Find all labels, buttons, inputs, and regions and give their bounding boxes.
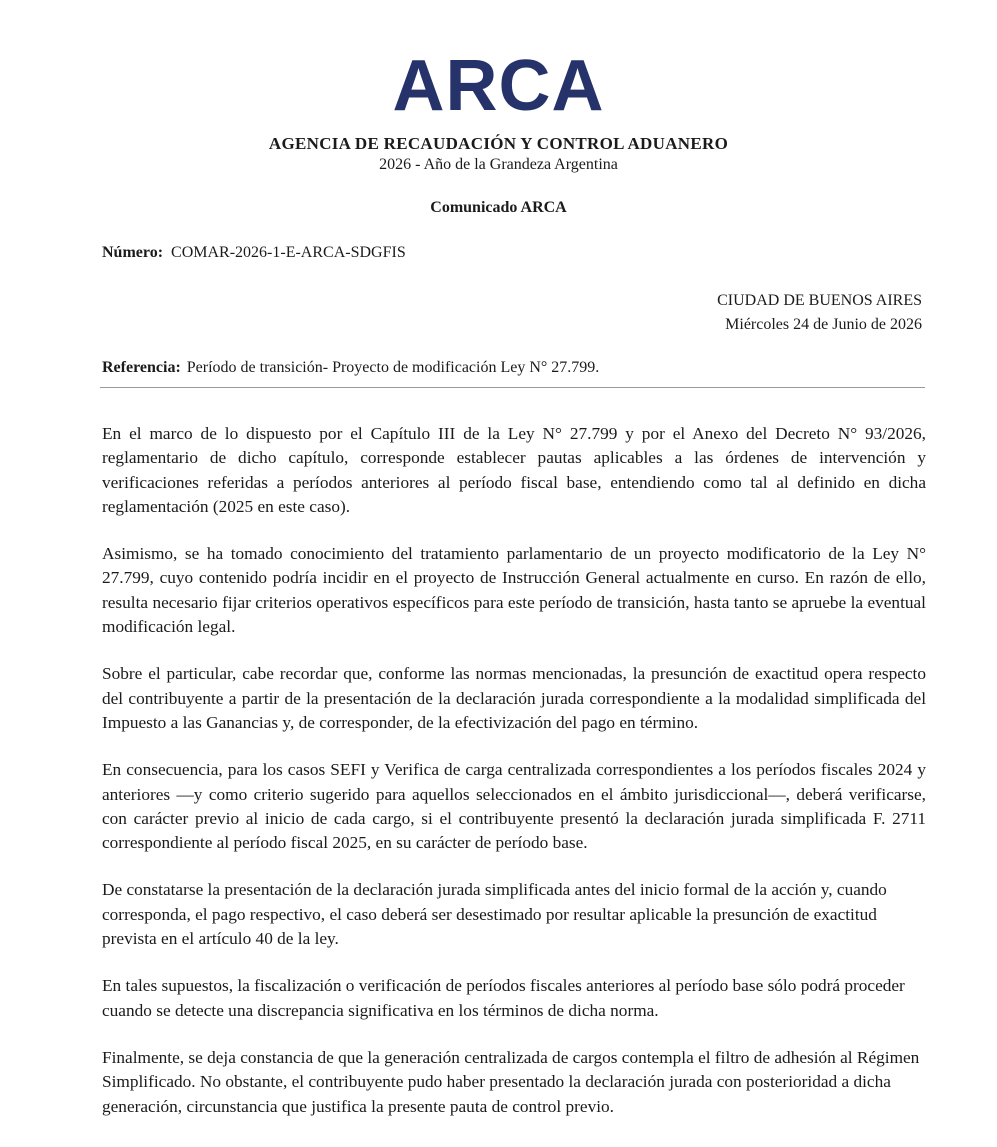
document-body — [102, 422, 926, 1142]
reference-line — [102, 359, 599, 377]
paragraph: De constatarse la presentación de la declaración jurada simplificada antes del inicio formal de la acción y, cuando corresponda, el pago respectivo, el caso deberá ser desestimado por resultar aplicable la presunción de exactitud prevista en el artículo 40 de la ley. — [102, 880, 887, 949]
city: CIUDAD DE BUENOS AIRES — [717, 292, 922, 309]
place-and-date — [717, 289, 922, 337]
paragraph: Asimismo, se ha tomado conocimiento del tratamiento parlamentario de un proyecto modificatorio de la Ley N° 27.799, cuyo contenido podría incidir en el proyecto de Instrucción General actualmente en curso. En razón de ello, resulta necesario fijar criterios operativos específicos para este período de transición, hasta tanto se apruebe la eventual modificación legal. — [102, 544, 926, 637]
paragraph: Sobre el particular, cabe recordar que, conforme las normas mencionadas, la presunción de exactitud opera respecto del contribuyente a partir de la presentación de la declaración jurada correspondiente a la modalidad simplificada del Impuesto a las Ganancias y, de corresponder, de la efectivización del pago en término. — [102, 664, 926, 732]
paragraph: En tales supuestos, la fiscalización o verificación de períodos fiscales anteriores al período base sólo podrá proceder cuando se detecte una discrepancia significativa en los términos de dicha norma. — [102, 976, 905, 1020]
paragraph: En el marco de lo dispuesto por el Capítulo III de la Ley N° 27.799 y por el Anexo del Decreto N° 93/2026, reglamentario de dicho capítulo, corresponde establecer pautas aplicables a las órdenes de intervención y verificaciones referidas a períodos anteriores al período fiscal base, entendiendo como tal al definido en dicha reglamentación (2025 en este caso). — [102, 424, 926, 516]
paragraph: Finalmente, se deja constancia de que la generación centralizada de cargos contempla el filtro de adhesión al Régimen Simplificado. No obstante, el contribuyente pudo haber presentado la declaración jurada con posterioridad a dicha generación, circunstancia que justifica la presente pauta de control previo. — [102, 1047, 920, 1116]
document-number-value: COMAR-2026-1-E-ARCA-SDGFIS — [171, 244, 406, 261]
arca-logo: ARCA — [392, 46, 605, 126]
document-number — [102, 244, 406, 262]
horizontal-divider — [100, 387, 925, 388]
agency-name: AGENCIA DE RECAUDACIÓN Y CONTROL ADUANERO — [268, 134, 729, 153]
date: Miércoles 24 de Junio de 2026 — [725, 316, 922, 333]
year-motto: 2026 - Año de la Grandeza Argentina — [379, 156, 618, 173]
reference-label: Referencia: — [102, 359, 181, 376]
document-number-label: Número: — [102, 244, 164, 261]
document-title: Comunicado ARCA — [430, 199, 567, 216]
reference-value: Período de transición- Proyecto de modificación Ley N° 27.799. — [186, 359, 600, 376]
paragraph: En consecuencia, para los casos SEFI y Verifica de carga centralizada correspondientes a los períodos fiscales 2024 y anteriores —y como criterio sugerido para aquellos seleccionados en el ámbito jurisdiccional—, deberá verificarse, con carácter previo al inicio de cada cargo, si el contribuyente presentó la declaración jurada simplificada F. 2711 correspondiente al período fiscal 2025, en su carácter de período base. — [102, 760, 926, 853]
